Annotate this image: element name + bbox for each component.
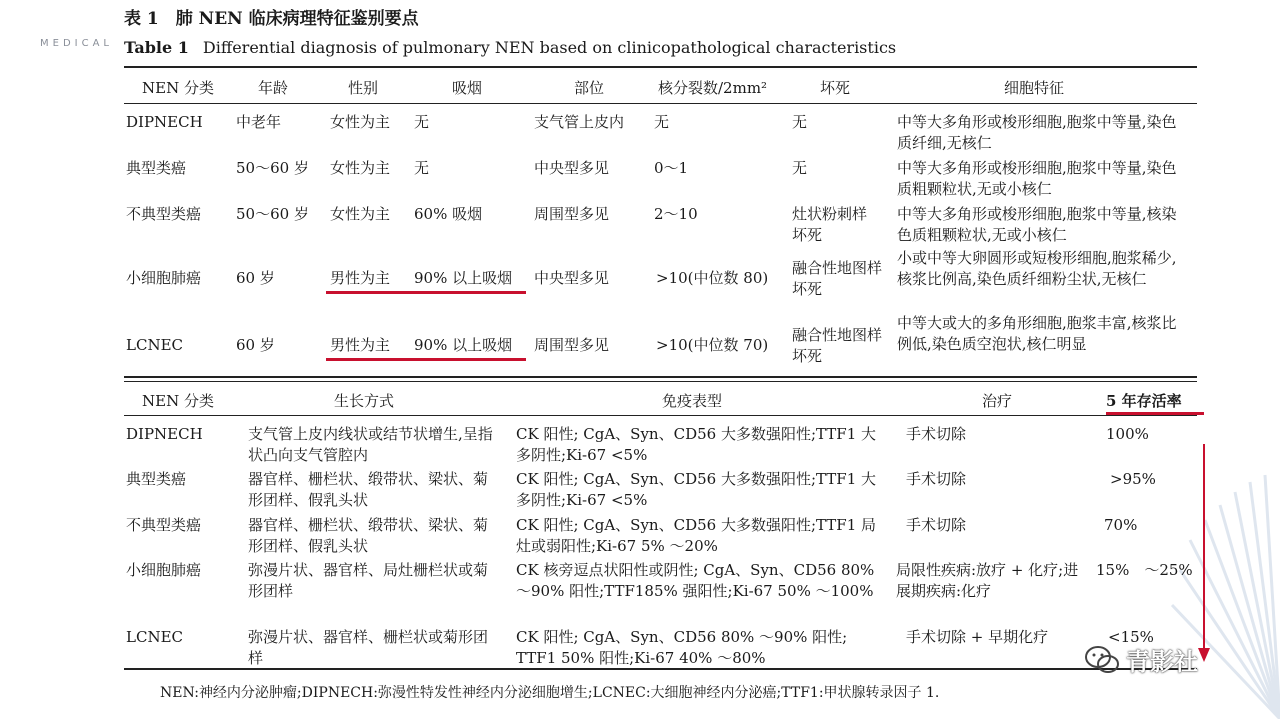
t2-cell: LCNEC — [126, 628, 183, 646]
t2-cell: 不典型类癌 — [126, 516, 202, 534]
t1-cell: 中央型多见 — [534, 269, 610, 287]
t2-cell: DIPNECH — [126, 425, 203, 443]
red-arrow-annotation — [1196, 444, 1216, 666]
t1-cell: 中央型多见 — [534, 159, 610, 177]
t1-header-sex: 性别 — [348, 79, 379, 97]
t2-header-growth: 生长方式 — [334, 392, 395, 410]
t2-cell: CK 阳性; CgA、Syn、CD56 大多数强阳性;TTF1 局灶或弱阳性;Ki-67 5% ～20% — [516, 516, 877, 555]
t1-cell: 无 — [414, 159, 430, 177]
t2-cell: >95% — [1110, 470, 1156, 488]
t2-cell: 弥漫片状、器官样、栅栏状或菊形团样 — [248, 628, 489, 667]
highlight-underline-lcnec — [326, 358, 526, 361]
t1-cell: 支气管上皮内 — [534, 113, 625, 131]
t2-cell: 器官样、栅栏状、缎带状、梁状、菊形团样、假乳头状 — [248, 516, 489, 555]
t1-cell: 90% 以上吸烟 — [414, 269, 513, 287]
t2-cell: CK 阳性; CgA、Syn、CD56 80% ～90% 阳性; TTF1 50% 阳性;Ki-67 40% ～80% — [516, 628, 848, 667]
t1-cell: 小或中等大卵圆形或短梭形细胞,胞浆稀少,核浆比例高,染色质纤细粉尘状,无核仁 — [897, 249, 1177, 288]
t1-cell: 60 岁 — [236, 269, 275, 287]
t1-cell: 小细胞肺癌 — [126, 269, 202, 287]
t1-cell: 中等大多角形或梭形细胞,胞浆中等量,核染色质粗颗粒状,无或小核仁 — [897, 205, 1177, 244]
t1-cell: DIPNECH — [126, 113, 203, 131]
t1-cell: 中等大或大的多角形细胞,胞浆丰富,核浆比例低,染色质空泡状,核仁明显 — [897, 314, 1177, 353]
t2-cell: CK 核旁逗点状阳性或阴性; CgA、Syn、CD56 80% ～90% 阳性;TTF185% 强阳性;Ki-67 50% ～100% — [516, 561, 875, 600]
t1-header-type: NEN 分类 — [142, 79, 214, 97]
t2-cell: 小细胞肺癌 — [126, 561, 202, 579]
t1-header-cell-features: 细胞特征 — [1004, 79, 1065, 97]
t1-cell: 0～1 — [654, 159, 689, 177]
t1-cell: 女性为主 — [330, 159, 391, 177]
t2-cell: 70% — [1104, 516, 1138, 534]
t1-cell: 男性为主 — [330, 336, 391, 354]
t1-cell: 融合性地图样坏死 — [792, 326, 883, 365]
highlight-underline-small-cell — [326, 291, 526, 294]
t1-cell: 60 岁 — [236, 336, 275, 354]
t2-cell: 支气管上皮内线状或结节状增生,呈指状凸向支气管腔内 — [248, 425, 493, 464]
t2-header-immuno: 免疫表型 — [662, 392, 723, 410]
t2-header-survival: 5 年存活率 — [1106, 392, 1182, 410]
t1-cell: 中等大多角形或梭形细胞,胞浆中等量,染色质纤细,无核仁 — [897, 113, 1177, 152]
table1-header-rule — [124, 103, 1197, 104]
t1-cell: 无 — [654, 113, 670, 131]
t2-cell: 弥漫片状、器官样、局灶栅栏状或菊形团样 — [248, 561, 489, 600]
t2-cell: 局限性疾病:放疗 + 化疗;进展期疾病:化疗 — [896, 561, 1079, 600]
watermark-logo — [1084, 642, 1198, 677]
t2-cell: 典型类癌 — [126, 470, 187, 488]
t2-header-type: NEN 分类 — [142, 392, 214, 410]
t1-cell: 女性为主 — [330, 205, 391, 223]
t1-cell: 50～60 岁 — [236, 205, 309, 223]
t2-header-treatment: 治疗 — [982, 392, 1013, 410]
t1-cell: 中等大多角形或梭形细胞,胞浆中等量,染色质粗颗粒状,无或小核仁 — [897, 159, 1177, 198]
logo-text: 青影社 — [1126, 648, 1198, 676]
wechat-icon — [1084, 645, 1120, 675]
highlight-underline-survival — [1106, 412, 1204, 415]
t2-cell: 手术切除 — [906, 516, 967, 534]
t1-cell: 女性为主 — [330, 113, 391, 131]
t1-cell: 典型类癌 — [126, 159, 187, 177]
t1-cell: >10(中位数 70) — [656, 336, 769, 354]
t1-header-location: 部位 — [574, 79, 605, 97]
table-label: Table 1 — [124, 38, 189, 57]
t1-header-age: 年龄 — [258, 79, 289, 97]
t1-header-smoking: 吸烟 — [452, 79, 483, 97]
t2-cell: <15% — [1108, 628, 1154, 646]
table1-top-rule — [124, 66, 1197, 68]
t1-cell: 50～60 岁 — [236, 159, 309, 177]
t1-cell: 中老年 — [236, 113, 282, 131]
t1-cell: 灶状粉刺样坏死 — [792, 205, 868, 244]
t2-cell: 手术切除 — [906, 425, 967, 443]
t1-cell: 周围型多见 — [534, 336, 610, 354]
t1-cell: 男性为主 — [330, 269, 391, 287]
t1-cell: 2～10 — [654, 205, 698, 223]
t2-cell: 器官样、栅栏状、缎带状、梁状、菊形团样、假乳头状 — [248, 470, 489, 509]
t1-cell: 60% 吸烟 — [414, 205, 483, 223]
table-divider-rule — [124, 376, 1197, 378]
t2-cell: 手术切除 + 早期化疗 — [906, 628, 1049, 646]
t1-cell: 周围型多见 — [534, 205, 610, 223]
t1-cell: 融合性地图样坏死 — [792, 259, 883, 298]
t1-cell: 90% 以上吸烟 — [414, 336, 513, 354]
t1-cell: 无 — [414, 113, 430, 131]
t2-cell: CK 阳性; CgA、Syn、CD56 大多数强阳性;TTF1 大多阴性;Ki-67 <5% — [516, 425, 877, 464]
table-footnote: NEN:神经内分泌肿瘤;DIPNECH:弥漫性特发性神经内分泌细胞增生;LCNEC:大细胞神经内分泌癌;TTF1:甲状腺转录因子 1. — [160, 685, 940, 701]
t1-cell: >10(中位数 80) — [656, 269, 769, 287]
t1-header-mitosis: 核分裂数/2mm² — [658, 79, 768, 97]
table-title-en — [124, 38, 896, 57]
t2-cell: 100% — [1106, 425, 1149, 443]
t1-cell: 无 — [792, 159, 808, 177]
t1-cell: 不典型类癌 — [126, 205, 202, 223]
table2-header-rule — [124, 415, 1197, 416]
t2-cell: 15% ～25% — [1096, 561, 1193, 579]
medical-brand-tag: MEDICAL — [40, 38, 113, 49]
table-title-cn: 表 1 肺 NEN 临床病理特征鉴别要点 — [124, 9, 419, 29]
t2-cell: 手术切除 — [906, 470, 967, 488]
t1-cell: 无 — [792, 113, 808, 131]
t1-header-necrosis: 坏死 — [820, 79, 851, 97]
table-divider-rule-2 — [124, 381, 1197, 382]
t1-cell: LCNEC — [126, 336, 183, 354]
table-caption: Differential diagnosis of pulmonary NEN based on clinicopathological characteristics — [202, 38, 897, 57]
t2-cell: CK 阳性; CgA、Syn、CD56 大多数强阳性;TTF1 大多阴性;Ki-67 <5% — [516, 470, 877, 509]
